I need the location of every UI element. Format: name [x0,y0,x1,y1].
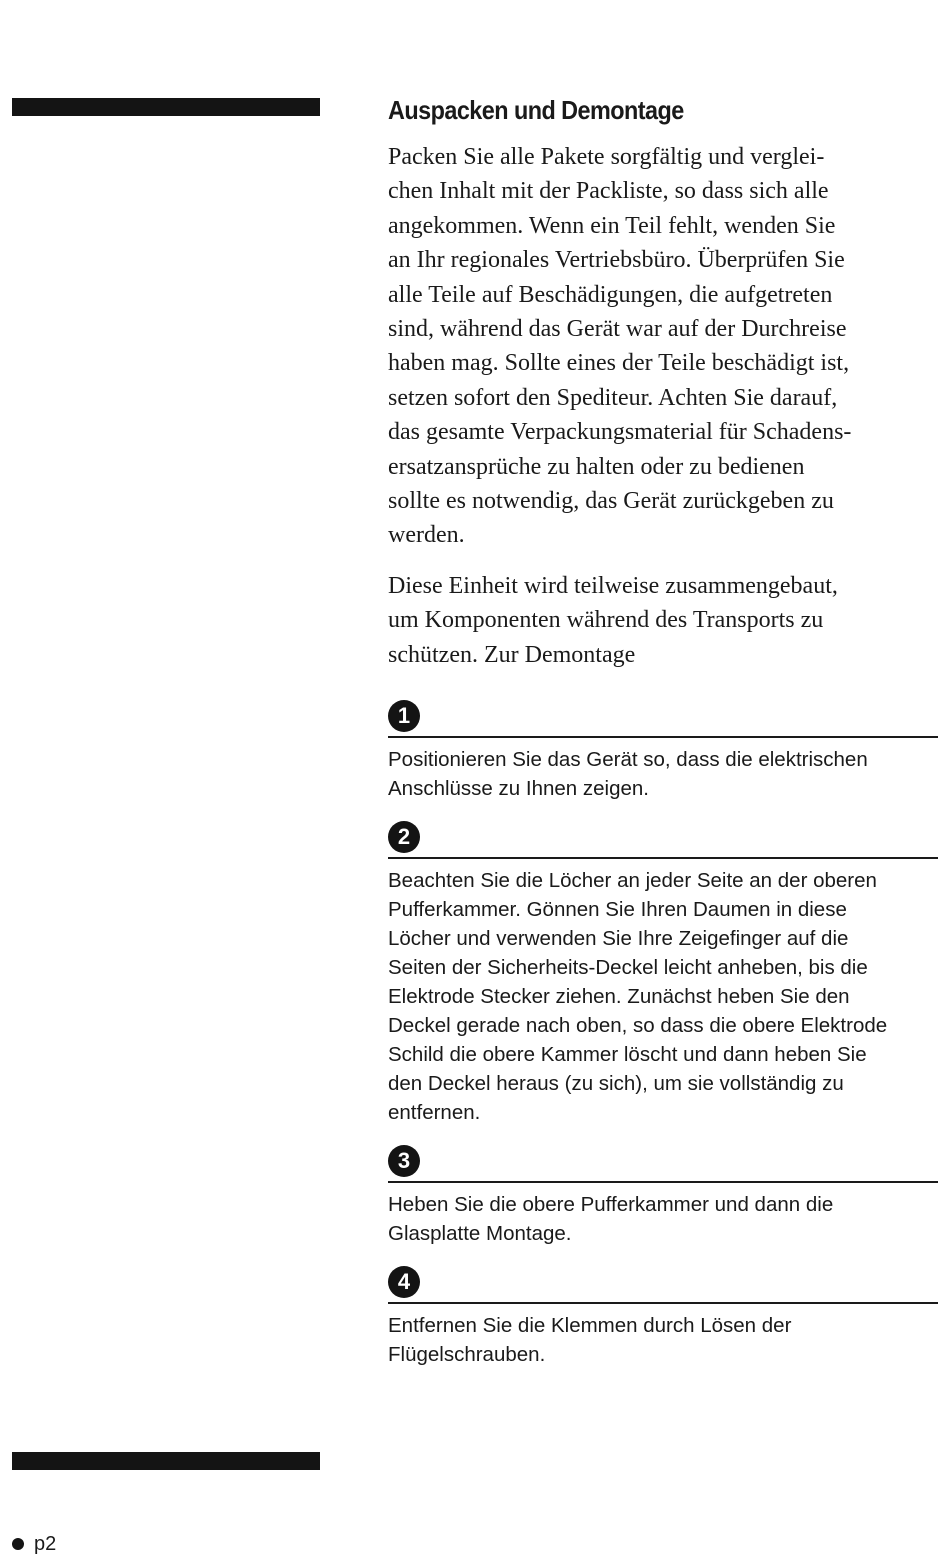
step-item [388,698,938,803]
step-header [388,1264,938,1304]
page-number: p2 [34,1533,57,1555]
step-header [388,698,938,738]
step-text: Positionieren Sie das Gerät so, dass die elektrischen Anschlüsse zu Ihnen zeigen. [388,748,868,801]
step-number-badge: 2 [388,821,420,853]
step-header [388,819,938,859]
step-number-badge: 1 [388,700,420,732]
main-content [388,92,938,1385]
bullet-dot-icon [12,1538,24,1550]
page-footer [12,1533,56,1555]
step-text: Beachten Sie die Löcher an jeder Seite an der oberen Pufferkammer. Gönnen Sie Ihren Daumen in diese Löcher und verwenden Sie Ihre Zeigefinger auf die Seiten der Sicherheits-Deckel leicht anheben, bis die Elektrode Stecker ziehen. Zunächst heben Sie den Deckel gerade nach oben, so dass die obere Elektrode Schild die obere Kammer löscht und dann heben Sie den Deckel heraus (zu sich), um sie vollständig zu entfernen. [388,869,888,1125]
section-heading: Auspacken und Demontage [388,95,684,125]
step-number-badge: 4 [388,1266,420,1298]
bottom-decorative-bar [12,1452,320,1470]
step-text: Heben Sie die obere Pufferkammer und dann die Glasplatte Montage. [388,1193,834,1246]
step-header [388,1143,938,1183]
intro-paragraph: Packen Sie alle Pakete sorgfältig und verglei- chen Inhalt mit der Packliste, so dass sich alle angekommen. Wenn ein Teil fehlt, wenden Sie an Ihr regionales Vertriebsbüro. Überprüfen Sie alle Teile auf Beschädigungen, die aufgetreten sind, während das Gerät war auf der Durchreise haben mag. Sollte eines der Teile beschädigt ist, setzen sofort den Spediteur. Achten Sie darauf, das gesamte Verpackungsmaterial für Schadens- ersatzansprüche zu halten oder zu bedienen sollte es notwendig, das Gerät zurückgeben zu werden. [388,144,852,549]
top-decorative-bar [12,98,320,116]
step-number-badge: 3 [388,1145,420,1177]
step-item [388,819,938,1127]
step-item [388,1264,938,1369]
step-item [388,1143,938,1248]
assembly-paragraph: Diese Einheit wird teilweise zusammengebaut, um Komponenten während des Transports zu schützen. Zur Demontage [388,572,838,668]
step-list [388,698,938,1369]
step-text: Entfernen Sie die Klemmen durch Lösen der Flügelschrauben. [388,1314,792,1367]
